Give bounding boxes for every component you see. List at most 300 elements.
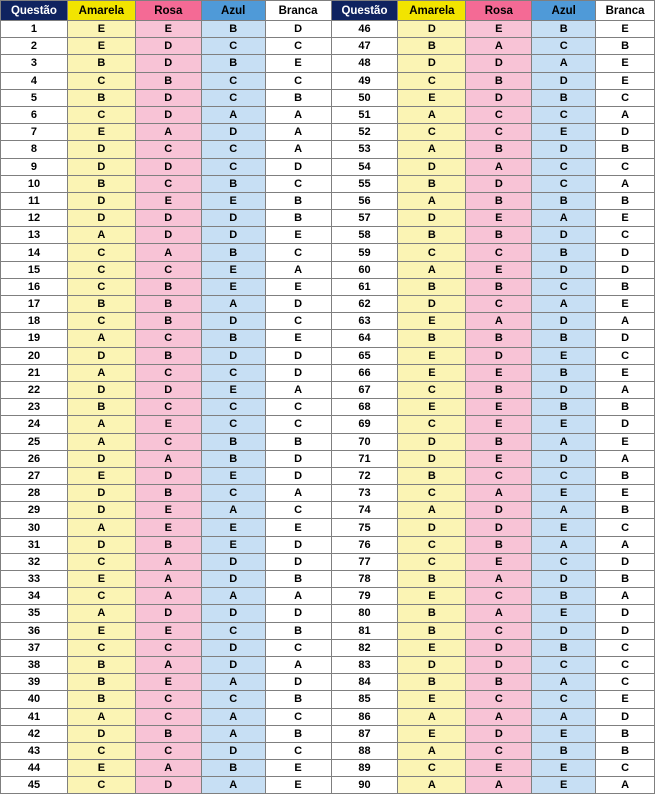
question-number: 15 — [1, 261, 68, 278]
question-number: 5 — [1, 89, 68, 106]
azul-answer: D — [532, 72, 596, 89]
branca-answer: D — [265, 21, 331, 38]
amarela-answer: E — [398, 725, 466, 742]
rosa-answer: E — [466, 364, 532, 381]
branca-answer: E — [265, 777, 331, 794]
amarela-answer: C — [398, 485, 466, 502]
azul-answer: E — [532, 124, 596, 141]
rosa-answer: D — [466, 656, 532, 673]
amarela-answer: E — [398, 347, 466, 364]
rosa-answer: D — [466, 725, 532, 742]
question-number: 13 — [1, 227, 68, 244]
azul-answer: B — [532, 21, 596, 38]
branca-answer: A — [596, 588, 655, 605]
amarela-answer: C — [67, 742, 135, 759]
table-row — [1, 433, 655, 450]
azul-answer: A — [532, 674, 596, 691]
branca-answer: D — [265, 605, 331, 622]
rosa-answer: E — [135, 622, 201, 639]
table-row — [1, 399, 655, 416]
question-number: 77 — [331, 553, 398, 570]
question-number: 2 — [1, 38, 68, 55]
question-number: 44 — [1, 760, 68, 777]
azul-answer: B — [201, 760, 265, 777]
amarela-answer: B — [398, 330, 466, 347]
azul-answer: D — [201, 605, 265, 622]
branca-answer: E — [265, 519, 331, 536]
rosa-answer: C — [466, 588, 532, 605]
question-number: 25 — [1, 433, 68, 450]
header-amarela: Amarela — [67, 1, 135, 21]
rosa-answer: B — [466, 381, 532, 398]
amarela-answer: D — [67, 381, 135, 398]
branca-answer: C — [596, 760, 655, 777]
branca-answer: C — [265, 502, 331, 519]
table-row — [1, 656, 655, 673]
amarela-answer: C — [398, 244, 466, 261]
table-row — [1, 347, 655, 364]
question-number: 70 — [331, 433, 398, 450]
branca-answer: A — [265, 261, 331, 278]
rosa-answer: E — [466, 261, 532, 278]
amarela-answer: B — [67, 656, 135, 673]
rosa-answer: A — [466, 777, 532, 794]
azul-answer: D — [201, 571, 265, 588]
azul-answer: A — [201, 674, 265, 691]
question-number: 63 — [331, 313, 398, 330]
azul-answer: D — [201, 124, 265, 141]
amarela-answer: A — [67, 433, 135, 450]
branca-answer: C — [265, 175, 331, 192]
amarela-answer: B — [398, 38, 466, 55]
branca-answer: B — [596, 742, 655, 759]
question-number: 33 — [1, 571, 68, 588]
table-row — [1, 416, 655, 433]
azul-answer: C — [532, 656, 596, 673]
azul-answer: B — [201, 450, 265, 467]
amarela-answer: D — [398, 210, 466, 227]
question-number: 51 — [331, 106, 398, 123]
table-row — [1, 278, 655, 295]
amarela-answer: C — [67, 777, 135, 794]
answer-body — [1, 21, 655, 794]
question-number: 43 — [1, 742, 68, 759]
azul-answer: A — [201, 296, 265, 313]
question-number: 11 — [1, 192, 68, 209]
question-number: 32 — [1, 553, 68, 570]
rosa-answer: C — [135, 691, 201, 708]
question-number: 1 — [1, 21, 68, 38]
azul-answer: B — [532, 330, 596, 347]
rosa-answer: A — [466, 313, 532, 330]
rosa-answer: D — [135, 381, 201, 398]
branca-answer: C — [596, 639, 655, 656]
rosa-answer: B — [135, 313, 201, 330]
rosa-answer: A — [466, 485, 532, 502]
branca-answer: E — [596, 433, 655, 450]
rosa-answer: D — [135, 605, 201, 622]
table-row — [1, 536, 655, 553]
table-row — [1, 296, 655, 313]
question-number: 46 — [331, 21, 398, 38]
branca-answer: C — [596, 158, 655, 175]
rosa-answer: C — [466, 244, 532, 261]
rosa-answer: D — [135, 777, 201, 794]
amarela-answer: E — [398, 588, 466, 605]
azul-answer: B — [532, 399, 596, 416]
rosa-answer: C — [466, 106, 532, 123]
rosa-answer: B — [135, 278, 201, 295]
branca-answer: D — [596, 261, 655, 278]
question-number: 12 — [1, 210, 68, 227]
amarela-answer: A — [67, 605, 135, 622]
amarela-answer: C — [67, 72, 135, 89]
amarela-answer: B — [398, 467, 466, 484]
azul-answer: B — [532, 742, 596, 759]
branca-answer: C — [596, 656, 655, 673]
azul-answer: A — [532, 210, 596, 227]
rosa-answer: A — [135, 760, 201, 777]
branca-answer: D — [265, 158, 331, 175]
branca-answer: E — [596, 210, 655, 227]
rosa-answer: D — [466, 175, 532, 192]
amarela-answer: E — [398, 639, 466, 656]
rosa-answer: C — [466, 124, 532, 141]
branca-answer: A — [265, 381, 331, 398]
azul-answer: C — [532, 691, 596, 708]
header-row — [1, 1, 655, 21]
question-number: 78 — [331, 571, 398, 588]
amarela-answer: D — [398, 21, 466, 38]
amarela-answer: E — [398, 364, 466, 381]
header-azul: Azul — [201, 1, 265, 21]
branca-answer: A — [265, 588, 331, 605]
table-row — [1, 467, 655, 484]
branca-answer: C — [596, 89, 655, 106]
amarela-answer: D — [398, 55, 466, 72]
amarela-answer: C — [67, 278, 135, 295]
amarela-answer: B — [398, 605, 466, 622]
rosa-answer: B — [466, 536, 532, 553]
question-number: 38 — [1, 656, 68, 673]
azul-answer: E — [201, 467, 265, 484]
azul-answer: C — [201, 416, 265, 433]
azul-answer: D — [532, 622, 596, 639]
azul-answer: B — [201, 21, 265, 38]
question-number: 90 — [331, 777, 398, 794]
azul-answer: B — [532, 244, 596, 261]
amarela-answer: B — [67, 691, 135, 708]
branca-answer: D — [596, 244, 655, 261]
branca-answer: C — [265, 399, 331, 416]
amarela-answer: A — [67, 330, 135, 347]
amarela-answer: A — [398, 106, 466, 123]
question-number: 41 — [1, 708, 68, 725]
amarela-answer: C — [67, 588, 135, 605]
amarela-answer: D — [398, 296, 466, 313]
amarela-answer: A — [67, 519, 135, 536]
table-row — [1, 261, 655, 278]
table-row — [1, 381, 655, 398]
azul-answer: D — [532, 571, 596, 588]
azul-answer: C — [201, 691, 265, 708]
question-number: 83 — [331, 656, 398, 673]
rosa-answer: A — [135, 124, 201, 141]
question-number: 85 — [331, 691, 398, 708]
azul-answer: C — [201, 89, 265, 106]
branca-answer: D — [265, 674, 331, 691]
amarela-answer: A — [398, 742, 466, 759]
azul-answer: D — [532, 141, 596, 158]
amarela-answer: D — [67, 158, 135, 175]
table-row — [1, 639, 655, 656]
question-number: 69 — [331, 416, 398, 433]
azul-answer: A — [201, 502, 265, 519]
branca-answer: E — [596, 485, 655, 502]
amarela-answer: D — [398, 450, 466, 467]
branca-answer: B — [265, 691, 331, 708]
question-number: 45 — [1, 777, 68, 794]
amarela-answer: E — [67, 21, 135, 38]
branca-answer: C — [596, 227, 655, 244]
azul-answer: E — [201, 278, 265, 295]
question-number: 76 — [331, 536, 398, 553]
rosa-answer: D — [135, 89, 201, 106]
question-number: 20 — [1, 347, 68, 364]
question-number: 4 — [1, 72, 68, 89]
branca-answer: B — [265, 571, 331, 588]
amarela-answer: B — [398, 227, 466, 244]
azul-answer: D — [201, 313, 265, 330]
amarela-answer: C — [398, 72, 466, 89]
azul-answer: E — [201, 192, 265, 209]
question-number: 68 — [331, 399, 398, 416]
azul-answer: D — [201, 553, 265, 570]
table-row — [1, 450, 655, 467]
azul-answer: B — [532, 588, 596, 605]
branca-answer: B — [265, 622, 331, 639]
amarela-answer: B — [67, 55, 135, 72]
rosa-answer: B — [135, 347, 201, 364]
amarela-answer: E — [398, 89, 466, 106]
header-azul: Azul — [532, 1, 596, 21]
rosa-answer: B — [466, 278, 532, 295]
azul-answer: C — [201, 38, 265, 55]
branca-answer: E — [596, 364, 655, 381]
azul-answer: C — [532, 553, 596, 570]
rosa-answer: A — [466, 708, 532, 725]
amarela-answer: C — [67, 261, 135, 278]
rosa-answer: B — [135, 485, 201, 502]
table-row — [1, 553, 655, 570]
question-number: 8 — [1, 141, 68, 158]
rosa-answer: C — [135, 399, 201, 416]
table-row — [1, 588, 655, 605]
rosa-answer: D — [466, 55, 532, 72]
rosa-answer: E — [466, 450, 532, 467]
table-row — [1, 519, 655, 536]
question-number: 84 — [331, 674, 398, 691]
amarela-answer: B — [398, 674, 466, 691]
branca-answer: E — [596, 72, 655, 89]
azul-answer: A — [532, 502, 596, 519]
rosa-answer: A — [135, 571, 201, 588]
branca-answer: C — [265, 313, 331, 330]
amarela-answer: C — [398, 553, 466, 570]
table-row — [1, 725, 655, 742]
branca-answer: E — [596, 55, 655, 72]
rosa-answer: E — [466, 760, 532, 777]
table-row — [1, 622, 655, 639]
azul-answer: C — [532, 38, 596, 55]
table-row — [1, 330, 655, 347]
branca-answer: D — [265, 536, 331, 553]
azul-answer: C — [201, 158, 265, 175]
rosa-answer: E — [466, 416, 532, 433]
branca-answer: C — [265, 639, 331, 656]
amarela-answer: D — [398, 433, 466, 450]
table-row — [1, 777, 655, 794]
amarela-answer: D — [67, 192, 135, 209]
branca-answer: D — [265, 467, 331, 484]
rosa-answer: A — [466, 605, 532, 622]
question-number: 59 — [331, 244, 398, 261]
question-number: 37 — [1, 639, 68, 656]
azul-answer: A — [201, 588, 265, 605]
header-amarela: Amarela — [398, 1, 466, 21]
question-number: 48 — [331, 55, 398, 72]
question-number: 71 — [331, 450, 398, 467]
branca-answer: B — [596, 571, 655, 588]
branca-answer: A — [596, 381, 655, 398]
rosa-answer: A — [466, 571, 532, 588]
azul-answer: C — [532, 158, 596, 175]
header-branca: Branca — [596, 1, 655, 21]
table-row — [1, 502, 655, 519]
question-number: 7 — [1, 124, 68, 141]
azul-answer: A — [201, 708, 265, 725]
branca-answer: B — [265, 192, 331, 209]
question-number: 16 — [1, 278, 68, 295]
table-row — [1, 175, 655, 192]
rosa-answer: D — [466, 519, 532, 536]
amarela-answer: B — [67, 399, 135, 416]
branca-answer: D — [265, 553, 331, 570]
amarela-answer: C — [67, 244, 135, 261]
branca-answer: D — [265, 450, 331, 467]
azul-answer: D — [532, 381, 596, 398]
table-row — [1, 21, 655, 38]
table-row — [1, 124, 655, 141]
table-row — [1, 141, 655, 158]
amarela-answer: D — [67, 210, 135, 227]
rosa-answer: C — [135, 639, 201, 656]
rosa-answer: B — [135, 296, 201, 313]
rosa-answer: B — [466, 227, 532, 244]
azul-answer: C — [532, 175, 596, 192]
rosa-answer: E — [135, 416, 201, 433]
question-number: 31 — [1, 536, 68, 553]
amarela-answer: E — [398, 399, 466, 416]
rosa-answer: E — [135, 519, 201, 536]
table-row — [1, 364, 655, 381]
rosa-answer: A — [135, 244, 201, 261]
branca-answer: B — [596, 725, 655, 742]
branca-answer: A — [596, 450, 655, 467]
branca-answer: E — [265, 55, 331, 72]
azul-answer: E — [532, 347, 596, 364]
branca-answer: A — [265, 141, 331, 158]
rosa-answer: A — [135, 588, 201, 605]
rosa-answer: E — [466, 399, 532, 416]
azul-answer: A — [201, 777, 265, 794]
rosa-answer: B — [135, 72, 201, 89]
question-number: 86 — [331, 708, 398, 725]
amarela-answer: D — [67, 347, 135, 364]
azul-answer: C — [201, 72, 265, 89]
azul-answer: D — [201, 347, 265, 364]
rosa-answer: D — [135, 106, 201, 123]
question-number: 79 — [331, 588, 398, 605]
amarela-answer: E — [67, 467, 135, 484]
table-row — [1, 89, 655, 106]
branca-answer: A — [265, 485, 331, 502]
azul-answer: E — [532, 519, 596, 536]
rosa-answer: C — [135, 708, 201, 725]
amarela-answer: C — [398, 381, 466, 398]
azul-answer: B — [532, 192, 596, 209]
question-number: 35 — [1, 605, 68, 622]
question-number: 23 — [1, 399, 68, 416]
question-number: 6 — [1, 106, 68, 123]
azul-answer: D — [201, 639, 265, 656]
rosa-answer: C — [135, 742, 201, 759]
branca-answer: E — [265, 330, 331, 347]
branca-answer: E — [265, 278, 331, 295]
branca-answer: C — [596, 519, 655, 536]
question-number: 28 — [1, 485, 68, 502]
amarela-answer: C — [398, 760, 466, 777]
azul-answer: E — [201, 536, 265, 553]
azul-answer: D — [201, 227, 265, 244]
question-number: 66 — [331, 364, 398, 381]
amarela-answer: B — [67, 674, 135, 691]
rosa-answer: C — [135, 364, 201, 381]
table-row — [1, 106, 655, 123]
question-number: 42 — [1, 725, 68, 742]
question-number: 53 — [331, 141, 398, 158]
amarela-answer: A — [398, 192, 466, 209]
amarela-answer: B — [398, 278, 466, 295]
amarela-answer: E — [67, 571, 135, 588]
rosa-answer: E — [466, 553, 532, 570]
rosa-answer: B — [135, 536, 201, 553]
azul-answer: E — [201, 381, 265, 398]
amarela-answer: A — [67, 708, 135, 725]
azul-answer: D — [201, 210, 265, 227]
rosa-answer: C — [135, 175, 201, 192]
table-row — [1, 210, 655, 227]
amarela-answer: A — [398, 708, 466, 725]
rosa-answer: C — [466, 691, 532, 708]
question-number: 64 — [331, 330, 398, 347]
amarela-answer: D — [67, 725, 135, 742]
rosa-answer: C — [466, 622, 532, 639]
branca-answer: E — [596, 21, 655, 38]
question-number: 72 — [331, 467, 398, 484]
question-number: 89 — [331, 760, 398, 777]
branca-answer: C — [596, 347, 655, 364]
